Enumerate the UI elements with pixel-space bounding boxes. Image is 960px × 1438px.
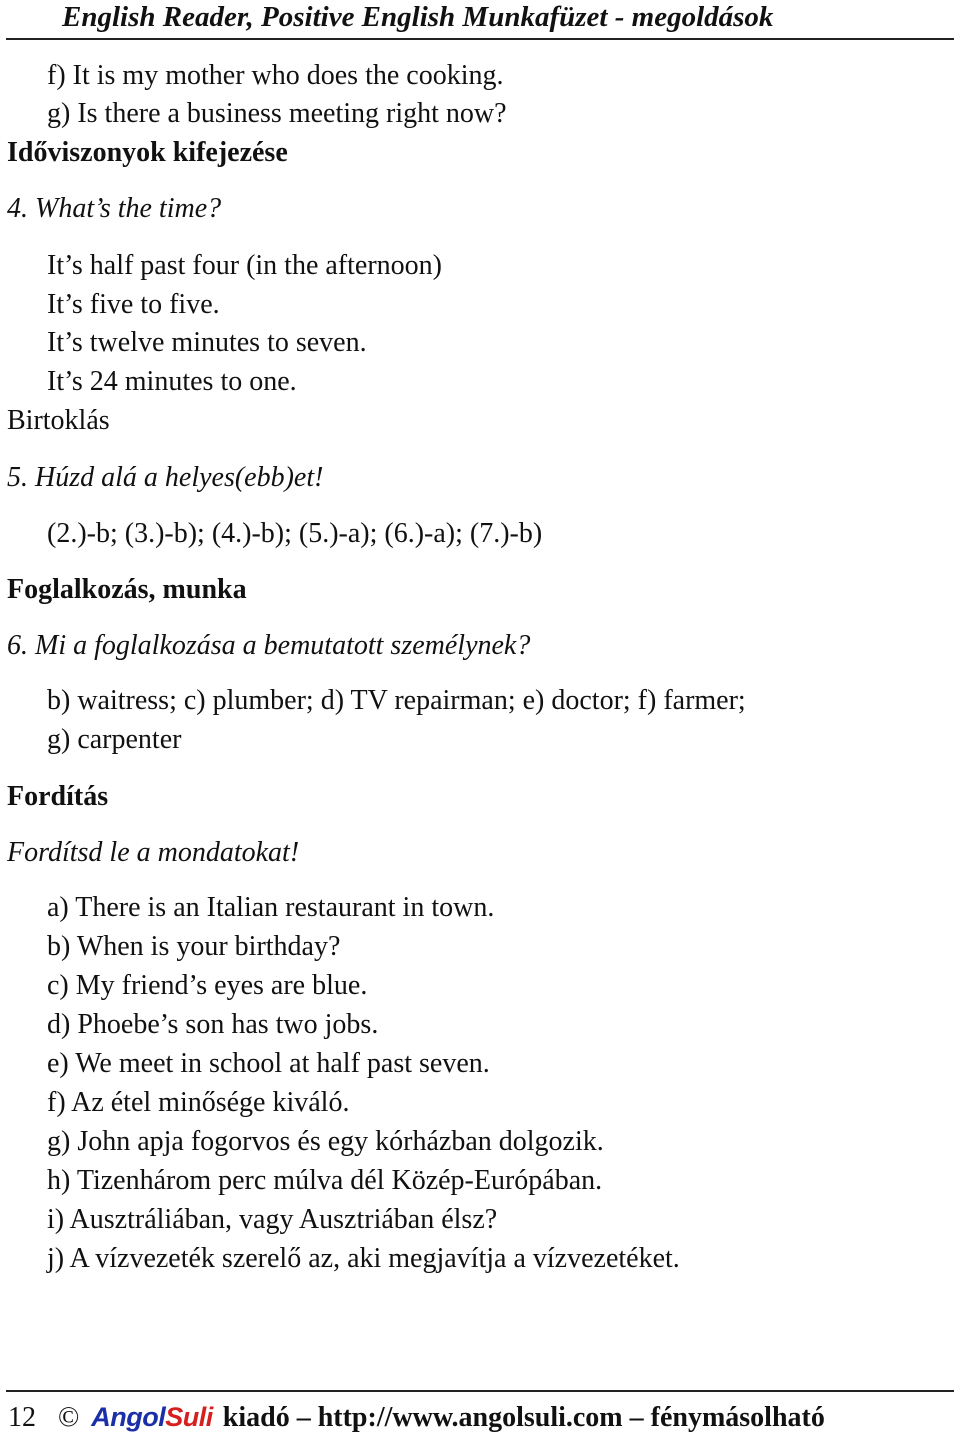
copyright-symbol: © xyxy=(58,1402,80,1433)
header-divider xyxy=(6,38,954,40)
section-heading-translation: Fordítás xyxy=(7,781,109,812)
translation-item-d: d) Phoebe’s son has two jobs. xyxy=(47,1009,379,1040)
translation-item-i: i) Ausztráliában, vagy Ausztriában élsz? xyxy=(47,1204,498,1235)
task-6-answer-line-1: b) waitress; c) plumber; d) TV repairman; e) doctor; f) farmer; xyxy=(47,685,746,716)
translation-item-g: g) John apja fogorvos és egy kórházban dolgozik. xyxy=(47,1126,604,1157)
translation-item-b: b) When is your birthday? xyxy=(47,931,341,962)
answer-line-g: g) Is there a business meeting right now? xyxy=(47,98,507,129)
time-answer-1: It’s half past four (in the afternoon) xyxy=(47,250,442,281)
logo-angol-text: Angol xyxy=(91,1402,166,1432)
answer-line-f: f) It is my mother who does the cooking. xyxy=(47,60,504,91)
translation-item-e: e) We meet in school at half past seven. xyxy=(47,1048,490,1079)
task-4-title: 4. What’s the time? xyxy=(7,193,222,224)
section-heading-time: Időviszonyok kifejezése xyxy=(7,137,288,168)
translation-item-c: c) My friend’s eyes are blue. xyxy=(47,970,368,1001)
time-answer-4: It’s 24 minutes to one. xyxy=(47,366,297,397)
time-answer-2: It’s five to five. xyxy=(47,289,220,320)
translation-item-j: j) A vízvezeték szerelő az, aki megjavítja a vízvezetéket. xyxy=(47,1243,680,1274)
translation-item-f: f) Az étel minősége kiváló. xyxy=(47,1087,350,1118)
task-6-title: 6. Mi a foglalkozása a bemutatott személynek? xyxy=(7,630,531,661)
page-number: 12 xyxy=(8,1402,36,1433)
page-footer xyxy=(8,1400,825,1435)
logo-suli-text: Suli xyxy=(165,1402,213,1432)
translation-item-h: h) Tizenhárom perc múlva dél Közép-Európában. xyxy=(47,1165,603,1196)
page-header-title: English Reader, Positive English Munkafüzet - megoldások xyxy=(62,1,774,33)
time-answer-3: It’s twelve minutes to seven. xyxy=(47,327,367,358)
section-heading-jobs: Foglalkozás, munka xyxy=(7,574,247,605)
footer-divider xyxy=(6,1390,954,1392)
task-5-answer: (2.)-b; (3.)-b); (4.)-b); (5.)-a); (6.)-a); (7.)-b) xyxy=(47,518,543,549)
section-heading-possession: Birtoklás xyxy=(7,405,110,436)
publisher-text: kiadó – http://www.angolsuli.com – fénymásolható xyxy=(222,1402,825,1433)
task-5-title: 5. Húzd alá a helyes(ebb)et! xyxy=(7,462,324,493)
angolsuli-logo xyxy=(91,1400,213,1434)
translation-item-a: a) There is an Italian restaurant in town. xyxy=(47,892,495,923)
task-6-answer-line-2: g) carpenter xyxy=(47,724,182,755)
translation-instruction: Fordítsd le a mondatokat! xyxy=(7,837,300,868)
